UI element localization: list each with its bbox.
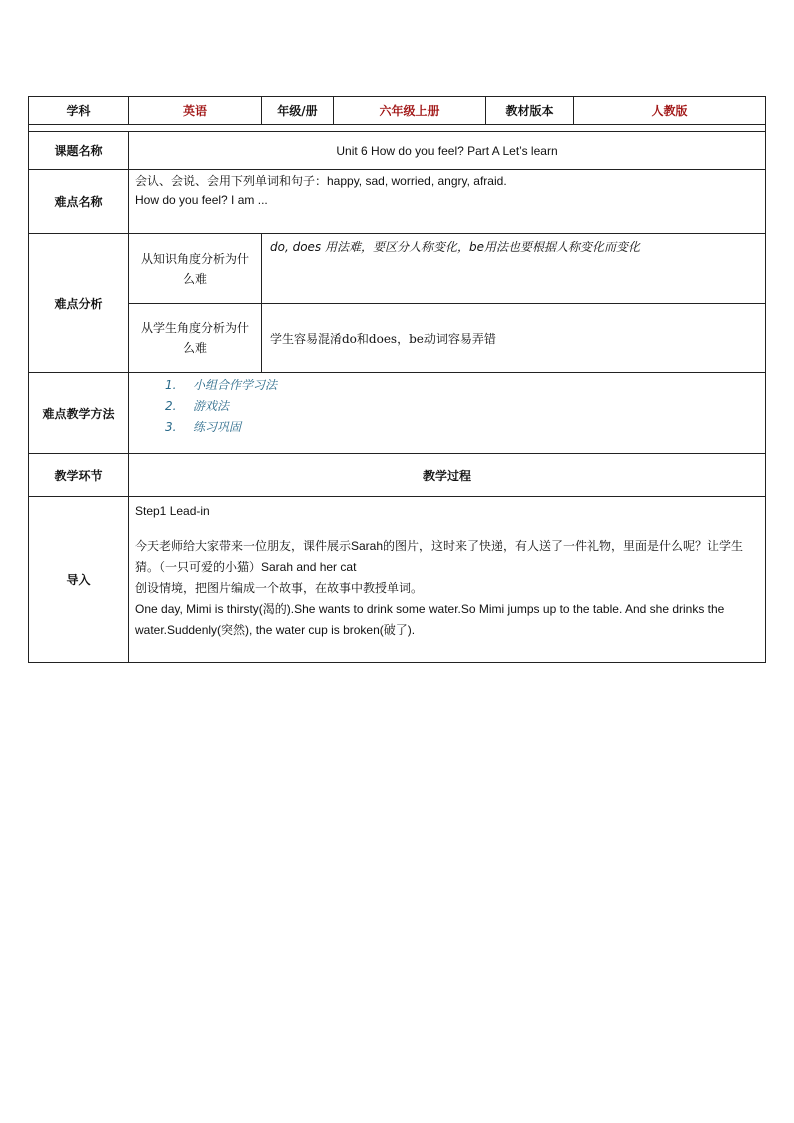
method-text: 小组合作学习法 <box>193 378 278 392</box>
intro-paragraph-1: 今天老师给大家带来一位朋友，课件展示Sarah的图片，这时来了快递，有人送了一件礼物，里面是什么呢？让学生猜。（一只可爱的小猫）Sarah and her cat <box>135 539 744 574</box>
method-item <box>165 417 765 438</box>
grade-value: 六年级上册 <box>334 97 486 125</box>
method-text: 练习巩固 <box>193 420 242 434</box>
difficulty-line-1: 会认、会说、会用下列单词和句子：happy, sad, worried, angry, afraid. <box>135 174 507 188</box>
analysis-student-row <box>29 304 766 373</box>
student-analysis-text: 学生容易混淆do和does，be动词容易弄错 <box>262 304 766 373</box>
spacer-row <box>29 125 766 132</box>
analysis-label: 难点分析 <box>29 234 129 373</box>
student-analysis-label: 从学生角度分析为什么难 <box>129 304 262 373</box>
lesson-title: Unit 6 How do you feel? Part A Let’s learn <box>129 132 766 170</box>
edition-value: 人教版 <box>574 97 766 125</box>
stage-label: 教学环节 <box>29 454 129 497</box>
subject-label: 学科 <box>29 97 129 125</box>
intro-content <box>129 497 766 663</box>
subject-value: 英语 <box>129 97 262 125</box>
intro-label: 导入 <box>29 497 129 663</box>
method-number: 3. <box>165 420 177 434</box>
methods-label: 难点教学方法 <box>29 373 129 454</box>
difficulty-line-2: How do you feel? I am ... <box>135 193 268 207</box>
method-number: 1. <box>165 378 177 392</box>
header-row <box>29 97 766 125</box>
lesson-title-row <box>29 132 766 170</box>
intro-step: Step1 Lead-in <box>135 504 210 518</box>
difficulty-label: 难点名称 <box>29 170 129 234</box>
knowledge-analysis-label: 从知识角度分析为什么难 <box>129 234 262 304</box>
intro-paragraph-2: 创设情境，把图片编成一个故事，在故事中教授单词。 <box>135 581 424 595</box>
difficulty-row <box>29 170 766 234</box>
grade-label: 年级/册 <box>262 97 334 125</box>
method-item <box>165 375 765 396</box>
methods-row <box>29 373 766 454</box>
edition-label: 教材版本 <box>486 97 574 125</box>
knowledge-analysis-text: do, does 用法难，要区分人称变化，be用法也要根据人称变化而变化 <box>262 234 766 304</box>
lesson-title-label: 课题名称 <box>29 132 129 170</box>
analysis-knowledge-row <box>29 234 766 304</box>
process-label: 教学过程 <box>129 454 766 497</box>
method-number: 2. <box>165 399 177 413</box>
method-text: 游戏法 <box>193 399 230 413</box>
methods-list <box>129 373 766 454</box>
intro-paragraph-3: One day, Mimi is thirsty(渴的).She wants to drink some water.So Mimi jumps up to the table. And she drinks the water.Suddenly(突然), the water cup is broken(破了). <box>135 602 725 637</box>
method-item <box>165 396 765 417</box>
intro-row <box>29 497 766 663</box>
lesson-plan-table <box>28 96 766 663</box>
process-header-row <box>29 454 766 497</box>
difficulty-content <box>129 170 766 234</box>
